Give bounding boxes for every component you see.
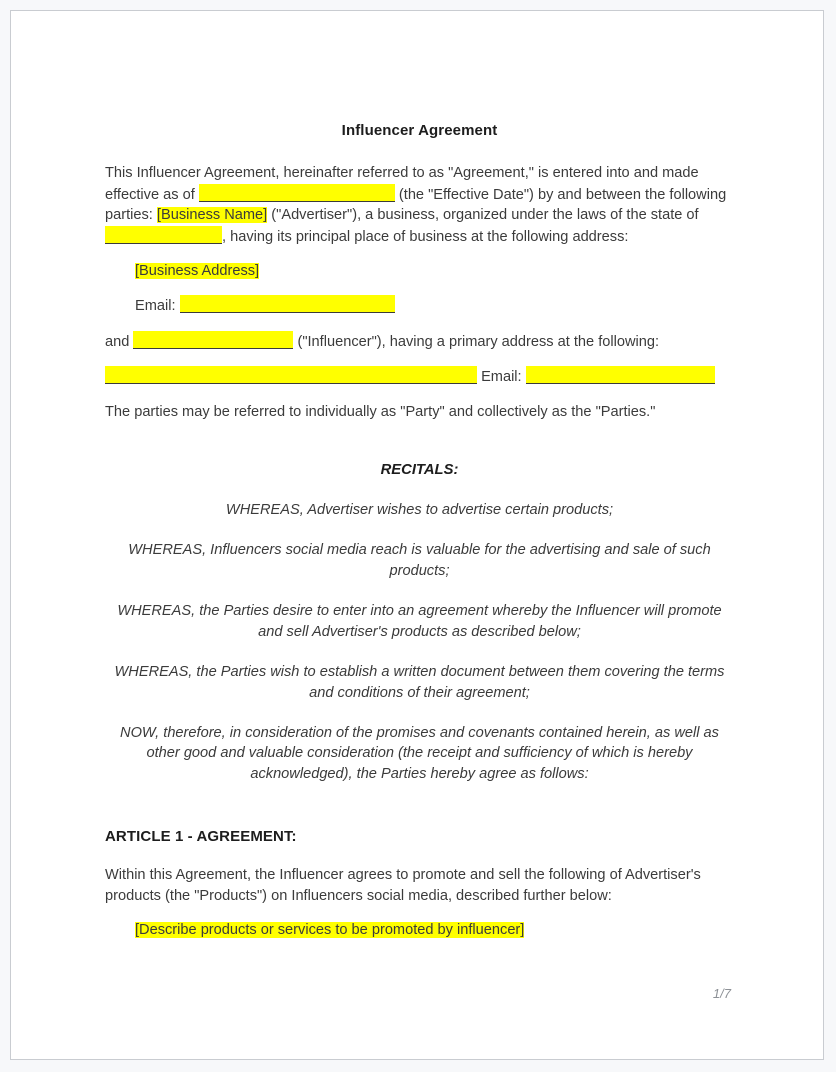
influencer-address-blank[interactable] [105, 366, 477, 384]
intro-text-part1: This Influencer Agreement, hereinafter referred to as "Agreement," is entered into and made effective as of [105, 165, 699, 203]
recitals-heading: RECITALS: [380, 462, 459, 479]
advertiser-email-blank[interactable] [180, 295, 395, 313]
products-placeholder-line [105, 920, 734, 940]
advertiser-email-line [105, 295, 734, 316]
business-address-line [105, 261, 734, 281]
recital-item: WHEREAS, Influencers social media reach is valuable for the advertising and sale of such products; [128, 542, 711, 579]
influencer-email-label: Email: [481, 369, 522, 386]
influencer-line-prefix: and [105, 333, 134, 350]
influencer-line-suffix: ("Influencer"), having a primary address at the following: [293, 333, 660, 350]
recital-item: NOW, therefore, in consideration of the promises and covenants contained herein, as well as other good and valuable consideration (the receipt and sufficiency of which is hereby acknowledged), the Parties hereby agree as follows: [120, 725, 719, 782]
influencer-name-blank[interactable] [133, 331, 293, 349]
parties-note: The parties may be referred to individually as "Party" and collectively as the "Parties." [105, 403, 656, 420]
recital-item: WHEREAS, the Parties desire to enter into an agreement whereby the Influencer will promote and sell Advertiser's products as described below; [117, 603, 722, 640]
recital-item: WHEREAS, Advertiser wishes to advertise certain products; [225, 502, 614, 519]
document-page [10, 10, 824, 1060]
influencer-address-email-line [105, 366, 734, 387]
document-content [105, 121, 734, 955]
recital-item: WHEREAS, the Parties wish to establish a written document between them covering the terms and conditions of their agreement; [114, 664, 725, 701]
page-number: 1/7 [712, 986, 731, 1001]
article-1-heading: ARTICLE 1 - AGREEMENT: [105, 828, 297, 846]
article-1-body: Within this Agreement, the Influencer agrees to promote and sell the following of Advertiser's products (the "Products") on Influencers social media, described further below: [105, 867, 701, 904]
influencer-party-line [105, 331, 734, 352]
advertiser-email-label: Email: [135, 298, 176, 315]
effective-date-blank[interactable] [199, 184, 395, 202]
products-placeholder[interactable]: [Describe products or services to be promoted by influencer] [135, 922, 525, 939]
influencer-email-blank[interactable] [526, 366, 715, 384]
business-name-placeholder[interactable]: [Business Name] [156, 207, 268, 224]
intro-paragraph [105, 163, 734, 247]
business-address-placeholder[interactable]: [Business Address] [135, 262, 260, 279]
intro-text-part4: , having its principal place of business at the following address: [222, 228, 629, 245]
page-title: Influencer Agreement [341, 122, 498, 139]
intro-text-part2: (the "Effective Date") by and between the following parties: [105, 186, 727, 224]
state-blank[interactable] [105, 226, 222, 244]
intro-text-part3: ("Advertiser"), a business, organized under the laws of the state of [267, 207, 699, 224]
